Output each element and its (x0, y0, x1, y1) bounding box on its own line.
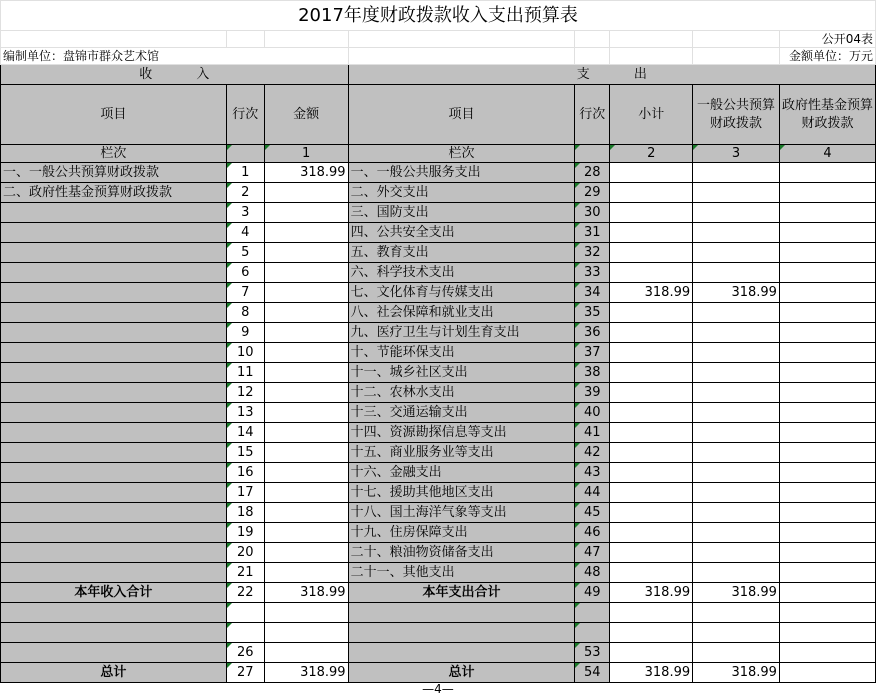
expense-subtotal (610, 603, 693, 623)
expense-fund-budget (779, 203, 875, 223)
table-row (1, 463, 876, 483)
table-row (1, 183, 876, 203)
income-row-no: 7 (226, 283, 264, 303)
expense-row-no: 43 (575, 463, 610, 483)
expense-subtotal (610, 303, 693, 323)
expense-row-no: 48 (575, 563, 610, 583)
expense-item: 十四、资源勘探信息等支出 (348, 423, 575, 443)
lanci-col-4: 4 (779, 145, 875, 163)
expense-row-no (575, 603, 610, 623)
expense-item: 十七、援助其他地区支出 (348, 483, 575, 503)
expense-fund-budget (779, 523, 875, 543)
table-row (1, 443, 876, 463)
expense-row-no: 44 (575, 483, 610, 503)
income-item (1, 483, 227, 503)
table-row (1, 163, 876, 183)
expense-fund-budget (779, 263, 875, 283)
expense-fund-budget (779, 323, 875, 343)
table-row (1, 363, 876, 383)
table-row (1, 663, 876, 683)
income-row-no: 10 (226, 343, 264, 363)
table-row (1, 503, 876, 523)
expense-item: 四、公共安全支出 (348, 223, 575, 243)
income-row-no: 13 (226, 403, 264, 423)
income-item (1, 383, 227, 403)
expense-fund-budget (779, 463, 875, 483)
expense-row-no: 29 (575, 183, 610, 203)
income-amount (264, 343, 348, 363)
income-row-no: 3 (226, 203, 264, 223)
income-row-no: 12 (226, 383, 264, 403)
expense-general-budget (693, 163, 780, 183)
expense-subtotal (610, 563, 693, 583)
expense-general-budget: 318.99 (693, 283, 780, 303)
expense-row-no: 41 (575, 423, 610, 443)
income-row-no: 6 (226, 263, 264, 283)
income-item (1, 343, 227, 363)
income-row-no (226, 623, 264, 643)
expense-row-no: 38 (575, 363, 610, 383)
expense-fund-budget (779, 163, 875, 183)
expense-row-no: 30 (575, 203, 610, 223)
expense-row-no: 42 (575, 443, 610, 463)
income-item (1, 243, 227, 263)
expense-general-budget (693, 563, 780, 583)
income-row-no: 5 (226, 243, 264, 263)
table-row (1, 423, 876, 443)
expense-general-budget (693, 223, 780, 243)
expense-row-no: 35 (575, 303, 610, 323)
table-row (1, 403, 876, 423)
income-amount (264, 323, 348, 343)
expense-general-budget (693, 383, 780, 403)
expense-item: 二十一、其他支出 (348, 563, 575, 583)
income-amount (264, 483, 348, 503)
expense-general-budget (693, 443, 780, 463)
income-amount (264, 203, 348, 223)
income-item (1, 523, 227, 543)
income-amount (264, 183, 348, 203)
income-row-no: 11 (226, 363, 264, 383)
col-header-row-no: 行次 (226, 85, 264, 145)
expense-general-budget (693, 363, 780, 383)
income-item (1, 503, 227, 523)
income-amount (264, 643, 348, 663)
page-title: 2017年度财政拨款收入支出预算表 (1, 1, 876, 31)
income-row-no: 22 (226, 583, 264, 603)
income-amount (264, 243, 348, 263)
income-item (1, 403, 227, 423)
income-row-no: 18 (226, 503, 264, 523)
income-amount (264, 623, 348, 643)
table-row (1, 243, 876, 263)
expense-general-budget: 318.99 (693, 583, 780, 603)
income-row-no: 21 (226, 563, 264, 583)
income-item (1, 283, 227, 303)
expense-subtotal (610, 263, 693, 283)
income-amount (264, 263, 348, 283)
expense-row-no: 34 (575, 283, 610, 303)
income-row-no: 19 (226, 523, 264, 543)
income-item (1, 223, 227, 243)
expense-subtotal (610, 163, 693, 183)
income-amount (264, 523, 348, 543)
expense-fund-budget (779, 303, 875, 323)
expense-row-no (575, 623, 610, 643)
expense-fund-budget (779, 403, 875, 423)
expense-row-no: 31 (575, 223, 610, 243)
expense-fund-budget (779, 503, 875, 523)
expense-item: 十九、住房保障支出 (348, 523, 575, 543)
income-row-no: 4 (226, 223, 264, 243)
table-row (1, 383, 876, 403)
table-row (1, 643, 876, 663)
expense-general-budget (693, 343, 780, 363)
expense-item: 二、外交支出 (348, 183, 575, 203)
income-item: 一、一般公共预算财政拨款 (1, 163, 227, 183)
income-row-no: 27 (226, 663, 264, 683)
lanci-col-1: 1 (264, 145, 348, 163)
income-amount (264, 303, 348, 323)
expense-subtotal: 318.99 (610, 663, 693, 683)
expense-item: 九、医疗卫生与计划生育支出 (348, 323, 575, 343)
income-row-no: 9 (226, 323, 264, 343)
income-amount (264, 283, 348, 303)
form-number: 公开04表 (779, 31, 875, 48)
expense-row-no: 37 (575, 343, 610, 363)
expense-subtotal (610, 223, 693, 243)
table-row (1, 483, 876, 503)
expense-subtotal (610, 623, 693, 643)
amount-unit-label: 金额单位：万元 (779, 48, 875, 65)
income-item: 本年收入合计 (1, 583, 227, 603)
expense-fund-budget (779, 483, 875, 503)
income-row-no: 20 (226, 543, 264, 563)
expense-item: 八、社会保障和就业支出 (348, 303, 575, 323)
table-row (1, 323, 876, 343)
income-amount (264, 603, 348, 623)
table-row (1, 223, 876, 243)
expense-fund-budget (779, 563, 875, 583)
income-amount (264, 363, 348, 383)
expense-fund-budget (779, 383, 875, 403)
col-header-row-no-2: 行次 (575, 85, 610, 145)
expense-subtotal (610, 183, 693, 203)
lanci-label-2: 栏次 (348, 145, 575, 163)
expense-row-no: 45 (575, 503, 610, 523)
expense-row-no: 39 (575, 383, 610, 403)
expense-subtotal (610, 643, 693, 663)
expense-subtotal (610, 323, 693, 343)
expense-general-budget (693, 463, 780, 483)
income-item (1, 363, 227, 383)
income-item (1, 203, 227, 223)
table-row (1, 203, 876, 223)
expense-item (348, 623, 575, 643)
income-amount (264, 503, 348, 523)
expense-row-no: 28 (575, 163, 610, 183)
expense-item: 十二、农林水支出 (348, 383, 575, 403)
expense-item (348, 603, 575, 623)
lanci-col-2: 2 (610, 145, 693, 163)
income-item (1, 543, 227, 563)
expense-item: 十三、交通运输支出 (348, 403, 575, 423)
expense-subtotal (610, 343, 693, 363)
income-item (1, 463, 227, 483)
income-row-no: 2 (226, 183, 264, 203)
expense-subtotal (610, 463, 693, 483)
expense-item: 十六、金融支出 (348, 463, 575, 483)
expense-fund-budget (779, 623, 875, 643)
expense-row-no: 33 (575, 263, 610, 283)
expense-general-budget (693, 183, 780, 203)
expense-item: 十八、国土海洋气象等支出 (348, 503, 575, 523)
income-item (1, 563, 227, 583)
expense-row-no: 36 (575, 323, 610, 343)
table-row (1, 563, 876, 583)
income-item: 二、政府性基金预算财政拨款 (1, 183, 227, 203)
expense-general-budget (693, 203, 780, 223)
income-amount (264, 423, 348, 443)
col-header-general-budget: 一般公共预算财政拨款 (693, 85, 780, 145)
income-amount (264, 463, 348, 483)
expense-row-no: 40 (575, 403, 610, 423)
expense-item: 七、文化体育与传媒支出 (348, 283, 575, 303)
expense-subtotal (610, 403, 693, 423)
expense-row-no: 54 (575, 663, 610, 683)
expense-fund-budget (779, 663, 875, 683)
income-amount: 318.99 (264, 663, 348, 683)
lanci-col-3: 3 (693, 145, 780, 163)
income-item (1, 303, 227, 323)
table-row (1, 283, 876, 303)
table-row (1, 303, 876, 323)
lanci-label: 栏次 (1, 145, 227, 163)
expense-row-no: 32 (575, 243, 610, 263)
expense-item: 十一、城乡社区支出 (348, 363, 575, 383)
expense-item: 一、一般公共服务支出 (348, 163, 575, 183)
table-row (1, 523, 876, 543)
income-amount (264, 383, 348, 403)
expense-subtotal (610, 443, 693, 463)
expense-item (348, 643, 575, 663)
income-item (1, 323, 227, 343)
expense-general-budget (693, 643, 780, 663)
col-header-item: 项目 (1, 85, 227, 145)
expense-fund-budget (779, 583, 875, 603)
income-row-no (226, 603, 264, 623)
expense-general-budget (693, 423, 780, 443)
col-header-item-2: 项目 (348, 85, 575, 145)
col-header-fund-budget: 政府性基金预算财政拨款 (779, 85, 875, 145)
col-header-amount: 金额 (264, 85, 348, 145)
expense-general-budget (693, 603, 780, 623)
expense-item: 二十、粮油物资储备支出 (348, 543, 575, 563)
income-row-no: 1 (226, 163, 264, 183)
page-footer: —4— (422, 682, 454, 696)
income-row-no: 26 (226, 643, 264, 663)
expense-fund-budget (779, 283, 875, 303)
income-item: 总计 (1, 663, 227, 683)
expense-general-budget (693, 483, 780, 503)
expense-fund-budget (779, 603, 875, 623)
expense-item: 六、科学技术支出 (348, 263, 575, 283)
income-amount (264, 543, 348, 563)
expense-item: 三、国防支出 (348, 203, 575, 223)
table-row (1, 343, 876, 363)
income-row-no: 14 (226, 423, 264, 443)
expense-general-budget (693, 523, 780, 543)
expense-fund-budget (779, 423, 875, 443)
expense-fund-budget (779, 363, 875, 383)
expense-subtotal (610, 543, 693, 563)
col-header-subtotal: 小计 (610, 85, 693, 145)
expense-row-no: 46 (575, 523, 610, 543)
income-amount (264, 223, 348, 243)
expense-fund-budget (779, 243, 875, 263)
income-item (1, 623, 227, 643)
income-item (1, 443, 227, 463)
expense-fund-budget (779, 643, 875, 663)
income-row-no: 17 (226, 483, 264, 503)
expense-row-no: 49 (575, 583, 610, 603)
expense-row-no: 47 (575, 543, 610, 563)
expense-subtotal: 318.99 (610, 283, 693, 303)
expense-subtotal: 318.99 (610, 583, 693, 603)
income-row-no: 15 (226, 443, 264, 463)
expense-header: 支 出 (348, 65, 875, 85)
expense-general-budget (693, 543, 780, 563)
expense-general-budget: 318.99 (693, 663, 780, 683)
expense-fund-budget (779, 443, 875, 463)
expense-subtotal (610, 503, 693, 523)
income-amount (264, 403, 348, 423)
table-row (1, 543, 876, 563)
expense-item: 本年支出合计 (348, 583, 575, 603)
expense-general-budget (693, 323, 780, 343)
expense-subtotal (610, 383, 693, 403)
expense-item: 十、节能环保支出 (348, 343, 575, 363)
table-row (1, 603, 876, 623)
expense-subtotal (610, 203, 693, 223)
expense-fund-budget (779, 183, 875, 203)
expense-item: 总计 (348, 663, 575, 683)
income-amount (264, 443, 348, 463)
income-row-no: 8 (226, 303, 264, 323)
expense-fund-budget (779, 223, 875, 243)
expense-general-budget (693, 623, 780, 643)
expense-subtotal (610, 423, 693, 443)
expense-general-budget (693, 503, 780, 523)
table-row (1, 583, 876, 603)
income-item (1, 603, 227, 623)
income-row-no: 16 (226, 463, 264, 483)
expense-subtotal (610, 363, 693, 383)
expense-fund-budget (779, 343, 875, 363)
expense-item: 十五、商业服务业等支出 (348, 443, 575, 463)
expense-general-budget (693, 403, 780, 423)
expense-item: 五、教育支出 (348, 243, 575, 263)
income-amount: 318.99 (264, 163, 348, 183)
income-item (1, 423, 227, 443)
expense-row-no: 53 (575, 643, 610, 663)
expense-general-budget (693, 263, 780, 283)
income-amount: 318.99 (264, 583, 348, 603)
table-row (1, 623, 876, 643)
expense-fund-budget (779, 543, 875, 563)
expense-general-budget (693, 303, 780, 323)
unit-label: 编制单位：盘锦市群众艺术馆 (1, 48, 349, 65)
income-amount (264, 563, 348, 583)
income-item (1, 643, 227, 663)
expense-subtotal (610, 243, 693, 263)
table-row (1, 263, 876, 283)
expense-subtotal (610, 483, 693, 503)
income-header: 收 入 (1, 65, 349, 85)
income-item (1, 263, 227, 283)
expense-subtotal (610, 523, 693, 543)
expense-general-budget (693, 243, 780, 263)
